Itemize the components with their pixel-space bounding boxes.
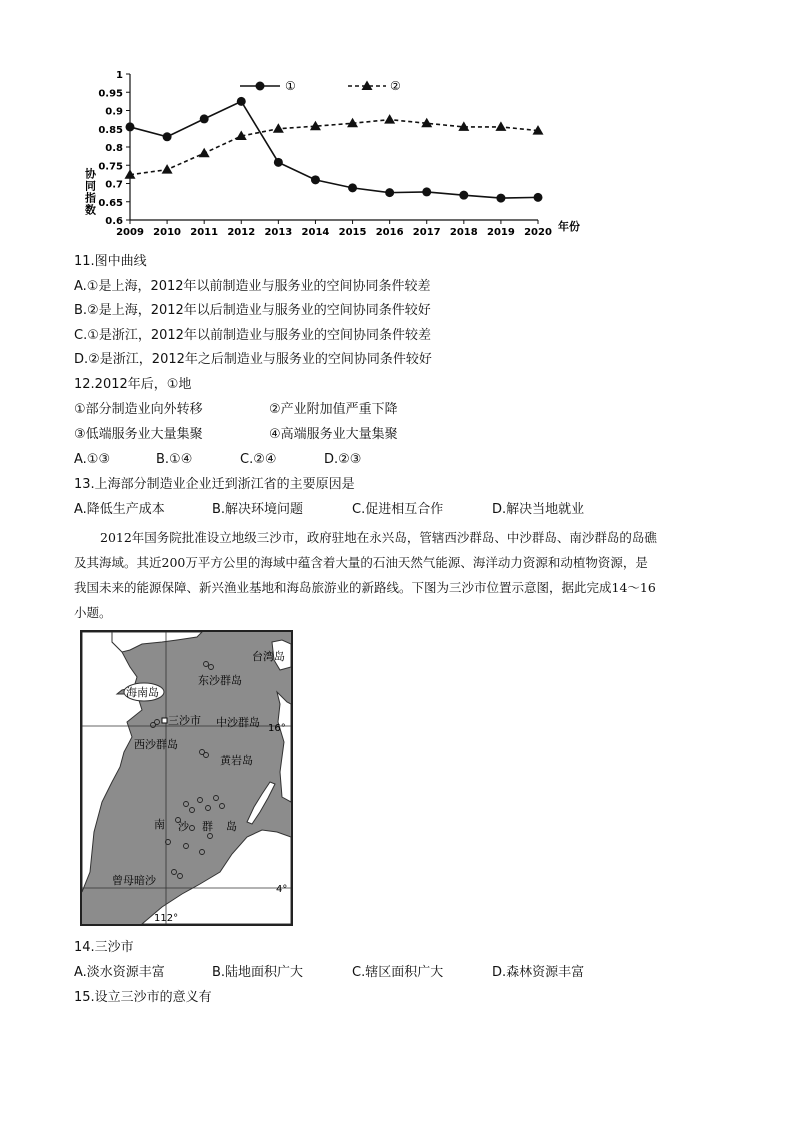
q13-option-b[interactable]: B.解决环境问题 [212,502,304,517]
nansha-label-1: 南 [154,818,165,831]
x-tick-label: 2015 [338,227,367,238]
zhongsha-label: 中沙群岛 [216,716,260,729]
y-tick-label: 0.75 [98,161,123,173]
lat-16-label: 16° [268,723,286,734]
q14-option-b[interactable]: B.陆地面积广大 [212,965,304,980]
sansha-passage [74,525,724,625]
sansha-label: 三沙市 [168,714,201,727]
chart-series [125,97,544,203]
series-1-point [496,194,505,203]
huangyan-label: 黄岩岛 [220,754,253,767]
series-2-line [130,120,538,175]
x-tick-label: 2016 [375,227,404,238]
q12-item-2: ②产业附加值严重下降 [269,402,398,417]
q11-option-b[interactable]: B.②是上海，2012年以后制造业与服务业的空间协同条件较好 [74,303,431,318]
q11-stem: 11.图中曲线 [74,254,147,269]
q14-stem: 14.三沙市 [74,940,134,955]
q12-item-3: ③低端服务业大量集聚 [74,427,203,442]
series-1-point [422,187,431,196]
hainan-label: 海南岛 [126,686,159,699]
q13-option-c[interactable]: C.促进相互合作 [352,502,444,517]
q13-option-d[interactable]: D.解决当地就业 [492,502,585,517]
series-1-point [274,158,283,167]
series-2-point [495,121,506,131]
x-tick-label: 2011 [190,227,219,238]
x-tick-label: 2017 [412,227,441,238]
passage-line-1: 2012年国务院批准设立地级三沙市，政府驻地在永兴岛，管辖西沙群岛、中沙群岛、南沙群岛的岛礁 [100,530,657,545]
nansha-label-2: 沙 [178,820,189,833]
series-1-point [385,188,394,197]
q12-option-b[interactable]: B.①④ [156,452,193,467]
series-2-point [199,148,210,158]
series-1-point [237,97,246,106]
chart-y-ticks [98,70,130,227]
q13-stem: 13.上海部分制造业企业迁到浙江省的主要原因是 [74,477,355,492]
legend-series-1-marker [256,82,265,91]
series-1-point [163,132,172,141]
q12-option-a[interactable]: A.①③ [74,452,111,467]
passage-line-2: 及其海域。其近200万平方公里的海域中蕴含着大量的石油天然气能源、海洋动力资源和动植物资源，是 [74,555,648,570]
x-tick-label: 2019 [486,227,515,238]
x-tick-label: 2010 [153,227,182,238]
q11-option-a[interactable]: A.①是上海，2012年以前制造业与服务业的空间协同条件较差 [74,279,431,294]
x-tick-label: 2009 [116,227,144,238]
nansha-label-3: 群 [202,820,213,833]
sansha-point [162,718,167,723]
passage-line-3: 我国未来的能源保障、新兴渔业基地和海岛旅游业的新路线。下图为三沙市位置示意图，据此完成14～16 [74,580,656,595]
xisha-label: 西沙群岛 [134,738,178,751]
x-tick-label: 2020 [524,227,552,238]
series-2-point [162,164,173,174]
series-1-point [200,114,209,123]
lon-112-label: 112° [154,913,179,924]
series-1-line [130,101,538,198]
x-tick-label: 2018 [449,227,478,238]
sansha-location-map [80,630,293,926]
series-1-point [534,193,543,202]
chart-legend [240,79,401,93]
nansha-label-4: 岛 [226,820,237,833]
q11-option-d[interactable]: D.②是浙江，2012年之后制造业与服务业的空间协同条件较好 [74,352,432,367]
series-2-point [273,123,284,133]
chart-x-ticks [116,220,552,238]
y-tick-label: 0.85 [98,124,123,136]
x-tick-label: 2014 [301,227,330,238]
q12-stem: 12.2012年后，①地 [74,377,192,392]
legend-series-1-label: ① [285,79,296,93]
q12-item-4: ④高端服务业大量集聚 [269,427,398,442]
q14-option-a[interactable]: A.淡水资源丰富 [74,965,165,980]
dongsha-label: 东沙群岛 [198,674,242,687]
y-tick-label: 0.65 [98,197,123,209]
series-1-point [348,183,357,192]
chart-axes [130,74,538,220]
series-1-point [459,191,468,200]
y-tick-label: 0.8 [105,143,123,154]
q12-item-1: ①部分制造业向外转移 [74,402,203,417]
coordination-index-line-chart [80,62,600,238]
q13-option-a[interactable]: A.降低生产成本 [74,502,165,517]
taiwan-label: 台湾岛 [252,650,285,663]
passage-line-4: 小题。 [74,605,112,620]
q14-option-c[interactable]: C.辖区面积广大 [352,965,444,980]
q11-option-c[interactable]: C.①是浙江，2012年以前制造业与服务业的空间协同条件较差 [74,328,431,343]
y-tick-label: 0.9 [105,106,123,118]
x-tick-label: 2012 [227,227,256,238]
q12-option-c[interactable]: C.②④ [240,452,277,467]
series-1-point [311,175,320,184]
q12-option-d[interactable]: D.②③ [324,452,362,467]
y-tick-label: 0.6 [105,216,123,227]
y-axis-label: 协同指数 [83,168,97,216]
y-tick-label: 0.7 [105,179,123,191]
series-2-point [384,114,395,124]
q14-option-d[interactable]: D.森林资源丰富 [492,965,585,980]
zengmu-label: 曾母暗沙 [112,874,156,887]
series-1-point [126,122,135,131]
x-tick-label: 2013 [264,227,293,238]
y-tick-label: 1 [116,70,123,81]
y-tick-label: 0.95 [98,88,123,100]
lat-4-label: 4° [276,884,288,895]
x-axis-label: 年份 [558,220,580,233]
q15-stem: 15.设立三沙市的意义有 [74,990,212,1005]
legend-series-2-label: ② [390,79,401,93]
